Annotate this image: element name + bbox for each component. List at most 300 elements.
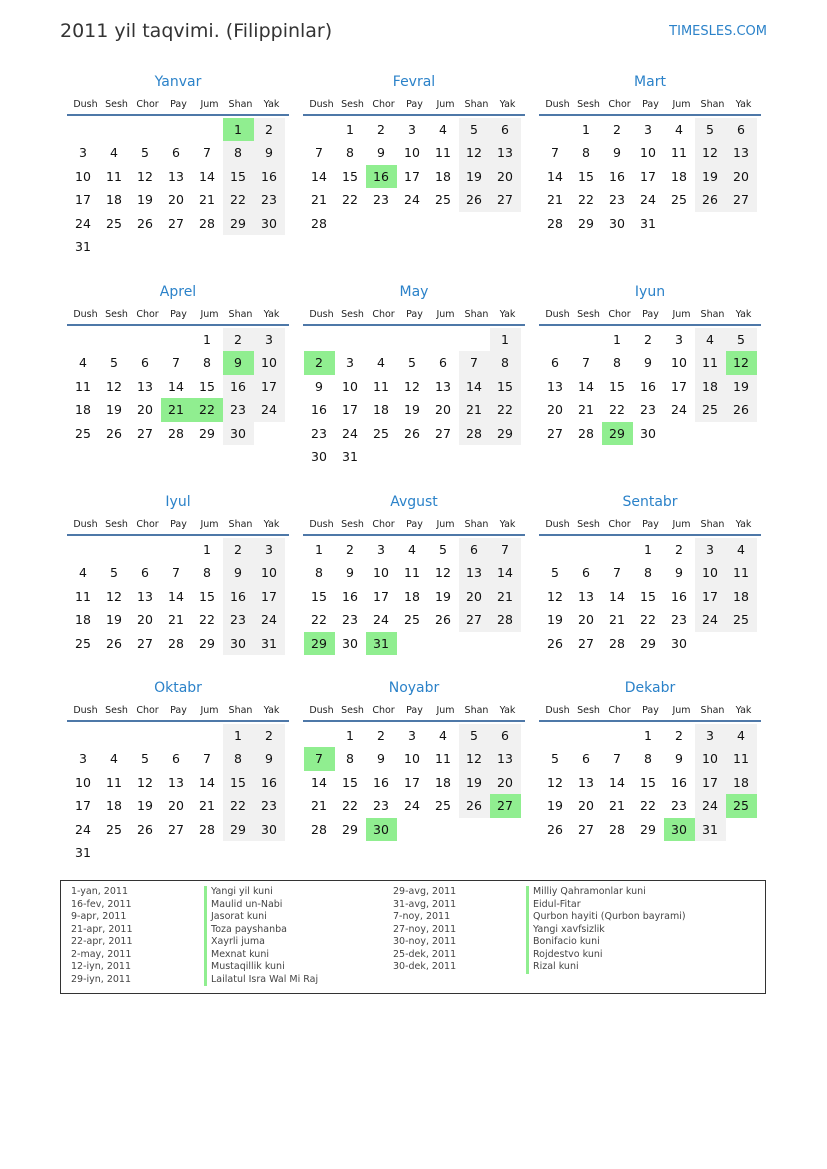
day-cell: 15 — [223, 771, 254, 795]
day-cell: 6 — [582, 751, 590, 766]
day-cell: 11 — [726, 747, 757, 771]
day-cell: 7 — [551, 145, 559, 160]
day-cell: 10 — [75, 774, 91, 790]
day-cell: 28 — [547, 215, 563, 231]
holiday-day: 31 — [366, 632, 397, 656]
month-name: Mart — [634, 74, 666, 90]
month-name: Avgust — [390, 494, 438, 510]
month-name: Aprel — [159, 284, 197, 300]
weekday-label: Sesh — [341, 99, 364, 110]
day-cell: 14 — [490, 561, 521, 585]
day-cell: 17 — [640, 168, 656, 184]
day-cell: 12 — [695, 141, 726, 165]
day-cell: 19 — [404, 402, 420, 417]
day-cell: 10 — [695, 747, 726, 771]
day-cell: 23 — [254, 794, 285, 818]
day-cell: 20 — [168, 192, 184, 207]
day-cell: 16 — [223, 375, 254, 399]
day-cell: 1 — [613, 331, 621, 347]
day-cell: 12 — [547, 774, 563, 790]
day-cell: 18 — [726, 585, 757, 609]
day-cell: 31 — [75, 239, 91, 254]
weekday-label: Pay — [642, 309, 659, 320]
weekday-label: Pay — [170, 519, 187, 530]
month-mart — [539, 72, 761, 260]
day-cell: 19 — [106, 612, 122, 627]
weekday-label: Shan — [228, 309, 253, 320]
weekday-label: Jum — [672, 99, 691, 110]
day-cell: 20 — [137, 612, 153, 627]
weekday-header — [67, 95, 289, 116]
day-cell: 29 — [640, 635, 656, 651]
day-cell: 11 — [404, 565, 420, 580]
day-cell: 27 — [547, 425, 563, 441]
month-name: Noyabr — [388, 680, 440, 696]
day-cell: 2 — [377, 121, 385, 137]
day-cell: 8 — [490, 351, 521, 375]
day-grid — [67, 116, 289, 260]
day-cell: 5 — [459, 724, 490, 748]
day-cell: 20 — [459, 585, 490, 609]
day-grid — [303, 722, 525, 866]
day-cell: 7 — [203, 751, 211, 766]
day-cell: 16 — [254, 771, 285, 795]
weekday-label: Dush — [309, 309, 334, 320]
day-cell: 17 — [404, 168, 420, 184]
day-cell: 4 — [726, 724, 757, 748]
day-cell: 9 — [254, 141, 285, 165]
weekday-label: Pay — [642, 705, 659, 716]
day-cell: 14 — [311, 168, 327, 184]
day-cell: 29 — [578, 215, 594, 231]
day-cell: 23 — [609, 192, 625, 207]
day-cell: 20 — [168, 798, 184, 813]
day-cell: 31 — [342, 449, 358, 464]
holiday-date: 25-dek, 2011 — [393, 948, 457, 960]
day-cell: 24 — [254, 608, 285, 632]
day-cell: 27 — [459, 608, 490, 632]
day-cell: 12 — [106, 588, 122, 604]
holiday-name: Maulid un-Nabi — [204, 899, 282, 912]
weekday-header — [539, 515, 761, 536]
day-cell: 13 — [490, 141, 521, 165]
day-cell: 11 — [75, 378, 91, 394]
holiday-name: Jasorat kuni — [204, 911, 267, 924]
day-cell: 18 — [75, 402, 91, 417]
day-cell: 12 — [435, 565, 451, 580]
day-cell: 28 — [311, 215, 327, 231]
day-cell: 17 — [695, 771, 726, 795]
day-cell: 27 — [137, 635, 153, 651]
day-cell: 2 — [675, 727, 683, 743]
day-cell: 21 — [459, 398, 490, 422]
weekday-label: Sesh — [577, 309, 600, 320]
month-sentabr — [539, 492, 761, 680]
day-cell: 15 — [342, 774, 358, 790]
weekday-label: Shan — [700, 519, 725, 530]
day-cell: 13 — [578, 588, 594, 604]
day-cell: 3 — [377, 541, 385, 557]
day-grid — [539, 722, 761, 866]
holiday-name: Lailatul Isra Wal Mi Raj — [204, 974, 318, 987]
day-cell: 26 — [137, 215, 153, 231]
weekday-label: Yak — [735, 309, 752, 320]
day-cell: 13 — [137, 378, 153, 394]
weekday-label: Chor — [136, 519, 159, 530]
day-cell: 28 — [311, 821, 327, 837]
holiday-name: Yangi yil kuni — [204, 886, 273, 899]
day-grid — [539, 326, 761, 470]
day-cell: 6 — [726, 118, 757, 142]
day-cell: 6 — [172, 145, 180, 160]
day-cell: 8 — [223, 747, 254, 771]
day-cell: 25 — [695, 398, 726, 422]
day-cell: 23 — [254, 188, 285, 212]
day-cell: 11 — [106, 774, 122, 790]
weekday-label: Sesh — [577, 519, 600, 530]
day-cell: 8 — [613, 355, 621, 370]
weekday-label: Dush — [73, 519, 98, 530]
holiday-name: Yangi xavfsizlik — [526, 924, 605, 937]
day-cell: 6 — [490, 724, 521, 748]
day-cell: 19 — [726, 375, 757, 399]
day-cell: 29 — [342, 821, 358, 837]
holiday-legend — [60, 880, 766, 994]
holiday-date: 2-may, 2011 — [71, 948, 132, 960]
day-cell: 3 — [79, 751, 87, 766]
day-cell: 25 — [106, 821, 122, 837]
day-cell: 3 — [695, 724, 726, 748]
day-grid — [303, 116, 525, 260]
day-cell: 4 — [408, 541, 416, 557]
day-cell: 25 — [671, 192, 687, 207]
day-cell: 21 — [168, 612, 184, 627]
day-cell: 3 — [254, 328, 285, 352]
weekday-label: Sesh — [105, 99, 128, 110]
day-cell: 21 — [609, 612, 625, 627]
weekday-label: Chor — [136, 309, 159, 320]
day-cell: 21 — [547, 192, 563, 207]
day-cell: 31 — [254, 632, 285, 656]
weekday-label: Shan — [700, 705, 725, 716]
day-cell: 18 — [726, 771, 757, 795]
brand-link[interactable]: TIMESLES.COM — [669, 24, 767, 39]
day-grid — [303, 536, 525, 680]
day-cell: 16 — [223, 585, 254, 609]
day-cell: 25 — [75, 635, 91, 651]
weekday-label: Shan — [464, 705, 489, 716]
weekday-label: Yak — [735, 705, 752, 716]
holiday-date: 29-avg, 2011 — [393, 886, 457, 897]
month-aprel — [67, 282, 289, 470]
weekday-label: Shan — [700, 99, 725, 110]
holiday-day: 1 — [223, 118, 254, 142]
day-cell: 22 — [640, 612, 656, 627]
day-grid — [67, 536, 289, 680]
day-cell: 7 — [582, 355, 590, 370]
holiday-day: 29 — [602, 422, 633, 446]
day-cell: 29 — [199, 425, 215, 441]
day-cell: 4 — [695, 328, 726, 352]
day-cell: 3 — [346, 355, 354, 370]
day-cell: 30 — [640, 425, 656, 441]
day-cell: 30 — [223, 422, 254, 446]
holiday-name: Mustaqillik kuni — [204, 961, 285, 974]
day-cell: 30 — [254, 212, 285, 236]
holiday-date: 9-apr, 2011 — [71, 911, 127, 922]
day-cell: 13 — [578, 774, 594, 790]
day-cell: 1 — [203, 541, 211, 557]
holiday-date: 1-yan, 2011 — [71, 886, 128, 897]
day-cell: 21 — [199, 192, 215, 207]
day-cell: 27 — [578, 635, 594, 651]
day-cell: 31 — [695, 818, 726, 842]
weekday-label: Sesh — [105, 309, 128, 320]
day-cell: 8 — [346, 751, 354, 766]
day-cell: 22 — [311, 612, 327, 627]
day-cell: 16 — [311, 402, 327, 417]
day-cell: 30 — [671, 635, 687, 651]
day-cell: 7 — [172, 355, 180, 370]
weekday-label: Dush — [545, 519, 570, 530]
day-cell: 18 — [435, 168, 451, 184]
holiday-day: 29 — [304, 632, 335, 656]
day-cell: 21 — [578, 402, 594, 417]
day-cell: 17 — [404, 774, 420, 790]
day-cell: 2 — [377, 727, 385, 743]
day-cell: 21 — [609, 798, 625, 813]
day-cell: 15 — [640, 588, 656, 604]
weekday-label: Pay — [406, 309, 423, 320]
holiday-date: 12-iyn, 2011 — [71, 961, 132, 972]
day-cell: 11 — [695, 351, 726, 375]
month-name: Yanvar — [154, 74, 202, 90]
holiday-day: 7 — [304, 747, 335, 771]
day-cell: 21 — [199, 798, 215, 813]
day-cell: 8 — [644, 565, 652, 580]
day-cell: 7 — [459, 351, 490, 375]
day-cell: 7 — [315, 145, 323, 160]
weekday-label: Yak — [499, 309, 516, 320]
weekday-header — [539, 305, 761, 326]
weekday-header — [67, 701, 289, 722]
day-cell: 7 — [613, 751, 621, 766]
day-cell: 11 — [671, 145, 687, 160]
holiday-name: Qurbon hayiti (Qurbon bayrami) — [526, 911, 686, 924]
day-cell: 19 — [459, 165, 490, 189]
day-cell: 24 — [640, 192, 656, 207]
month-name: Sentabr — [622, 494, 678, 510]
day-cell: 19 — [547, 612, 563, 627]
day-cell: 26 — [695, 188, 726, 212]
day-cell: 8 — [223, 141, 254, 165]
day-cell: 22 — [609, 402, 625, 417]
month-name: Oktabr — [154, 680, 202, 696]
day-cell: 19 — [435, 588, 451, 604]
day-cell: 20 — [490, 165, 521, 189]
weekday-label: Sesh — [577, 99, 600, 110]
day-cell: 30 — [254, 818, 285, 842]
weekday-header — [67, 305, 289, 326]
day-cell: 15 — [342, 168, 358, 184]
weekday-header — [303, 305, 525, 326]
day-cell: 18 — [671, 168, 687, 184]
weekday-label: Yak — [263, 705, 280, 716]
holiday-name: Rojdestvo kuni — [526, 949, 603, 962]
weekday-label: Sesh — [341, 309, 364, 320]
day-cell: 20 — [578, 798, 594, 813]
day-cell: 23 — [640, 402, 656, 417]
day-grid — [67, 326, 289, 470]
weekday-label: Yak — [263, 99, 280, 110]
weekday-label: Chor — [372, 705, 395, 716]
holiday-name: Xayrli juma — [204, 936, 265, 949]
day-cell: 17 — [373, 588, 389, 604]
weekday-header — [303, 701, 525, 722]
day-cell: 26 — [106, 635, 122, 651]
day-cell: 11 — [435, 751, 451, 766]
day-cell: 21 — [311, 798, 327, 813]
day-cell: 26 — [547, 635, 563, 651]
holiday-name: Rizal kuni — [526, 961, 579, 974]
day-cell: 12 — [137, 774, 153, 790]
day-cell: 5 — [726, 328, 757, 352]
day-cell: 16 — [671, 588, 687, 604]
day-cell: 12 — [459, 141, 490, 165]
holiday-day: 22 — [192, 398, 223, 422]
day-cell: 9 — [223, 561, 254, 585]
weekday-label: Dush — [545, 309, 570, 320]
month-name: Iyun — [634, 284, 666, 300]
day-cell: 26 — [137, 821, 153, 837]
holiday-name: Toza payshanba — [204, 924, 287, 937]
day-cell: 15 — [199, 378, 215, 394]
day-cell: 11 — [75, 588, 91, 604]
day-cell: 21 — [311, 192, 327, 207]
day-grid — [303, 326, 525, 470]
day-cell: 5 — [459, 118, 490, 142]
day-cell: 27 — [168, 215, 184, 231]
weekday-label: Chor — [136, 705, 159, 716]
day-cell: 9 — [675, 565, 683, 580]
weekday-label: Dush — [309, 99, 334, 110]
day-cell: 1 — [490, 328, 521, 352]
weekday-header — [539, 95, 761, 116]
day-cell: 9 — [613, 145, 621, 160]
day-grid — [539, 536, 761, 680]
day-cell: 6 — [141, 565, 149, 580]
day-cell: 5 — [551, 565, 559, 580]
day-cell: 14 — [609, 774, 625, 790]
day-cell: 1 — [223, 724, 254, 748]
day-cell: 10 — [640, 145, 656, 160]
day-cell: 9 — [675, 751, 683, 766]
day-cell: 2 — [613, 121, 621, 137]
day-cell: 25 — [435, 798, 451, 813]
day-cell: 10 — [695, 561, 726, 585]
day-cell: 19 — [695, 165, 726, 189]
day-cell: 7 — [172, 565, 180, 580]
day-cell: 30 — [223, 632, 254, 656]
day-cell: 10 — [404, 145, 420, 160]
holiday-date: 29-iyn, 2011 — [71, 973, 132, 985]
day-cell: 1 — [203, 331, 211, 347]
weekday-label: Jum — [672, 705, 691, 716]
day-cell: 26 — [547, 821, 563, 837]
day-cell: 27 — [435, 425, 451, 441]
day-cell: 29 — [640, 821, 656, 837]
day-cell: 23 — [671, 798, 687, 813]
day-cell: 12 — [404, 378, 420, 394]
weekday-label: Jum — [672, 309, 691, 320]
day-cell: 7 — [613, 565, 621, 580]
day-cell: 8 — [582, 145, 590, 160]
day-cell: 23 — [373, 192, 389, 207]
day-cell: 3 — [408, 121, 416, 137]
holiday-day: 16 — [366, 165, 397, 189]
day-cell: 2 — [254, 724, 285, 748]
day-cell: 27 — [578, 821, 594, 837]
day-cell: 19 — [459, 771, 490, 795]
weekday-label: Shan — [464, 99, 489, 110]
day-cell: 23 — [671, 612, 687, 627]
day-cell: 25 — [106, 215, 122, 231]
day-cell: 24 — [75, 215, 91, 231]
day-cell: 6 — [141, 355, 149, 370]
day-cell: 7 — [203, 145, 211, 160]
day-cell: 28 — [199, 821, 215, 837]
holiday-date: 30-dek, 2011 — [393, 961, 457, 972]
weekday-label: Jum — [200, 705, 219, 716]
day-cell: 4 — [79, 355, 87, 370]
day-cell: 13 — [459, 561, 490, 585]
day-cell: 16 — [254, 165, 285, 189]
day-cell: 13 — [490, 747, 521, 771]
weekday-label: Pay — [406, 705, 423, 716]
day-cell: 13 — [168, 168, 184, 184]
day-cell: 13 — [726, 141, 757, 165]
holiday-date: 31-avg, 2011 — [393, 898, 457, 910]
month-yanvar — [67, 72, 289, 260]
weekday-label: Dush — [309, 705, 334, 716]
holiday-date: 27-noy, 2011 — [393, 923, 457, 935]
day-cell: 25 — [435, 192, 451, 207]
day-cell: 15 — [311, 588, 327, 604]
day-cell: 4 — [110, 145, 118, 160]
day-cell: 6 — [490, 118, 521, 142]
day-cell: 13 — [547, 378, 563, 394]
day-cell: 11 — [373, 378, 389, 394]
day-cell: 22 — [223, 794, 254, 818]
day-cell: 24 — [695, 794, 726, 818]
day-cell: 17 — [75, 798, 91, 813]
weekday-label: Jum — [436, 309, 455, 320]
weekday-label: Jum — [200, 99, 219, 110]
day-cell: 18 — [106, 798, 122, 813]
day-cell: 28 — [490, 608, 521, 632]
day-cell: 17 — [254, 585, 285, 609]
day-cell: 22 — [490, 398, 521, 422]
day-cell: 19 — [137, 192, 153, 207]
weekday-label: Jum — [200, 309, 219, 320]
day-cell: 9 — [315, 378, 323, 394]
weekday-label: Yak — [499, 705, 516, 716]
holiday-date: 7-noy, 2011 — [393, 911, 451, 922]
day-cell: 12 — [459, 747, 490, 771]
weekday-label: Jum — [436, 99, 455, 110]
day-cell: 29 — [223, 212, 254, 236]
day-cell: 3 — [644, 121, 652, 137]
